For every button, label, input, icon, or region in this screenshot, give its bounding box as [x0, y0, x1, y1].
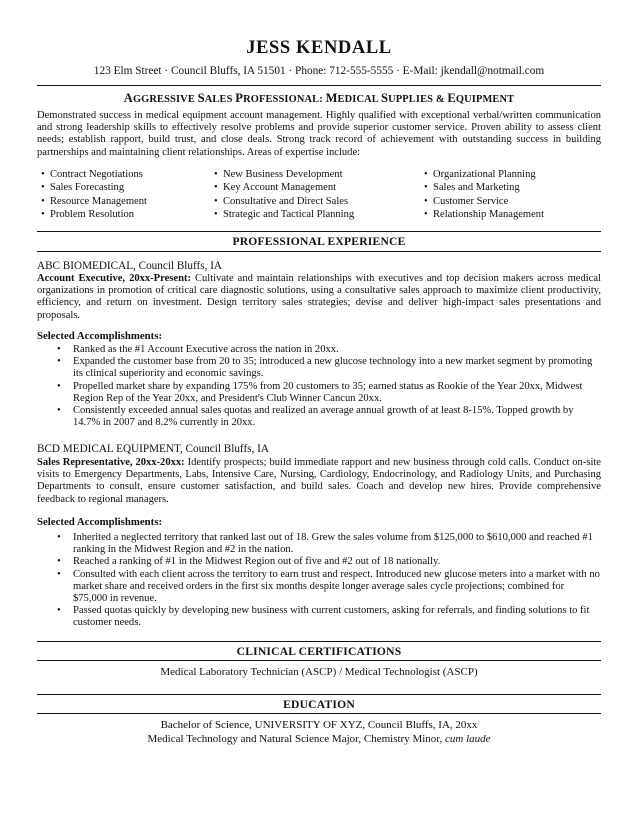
skill-item: • Resource Management — [37, 195, 147, 208]
skill-item: • Strategic and Tactical Planning — [210, 208, 354, 221]
job2-accomplishments-list — [57, 532, 601, 630]
skill-item: • Contract Negotiations — [37, 168, 147, 181]
skill-item: • Consultative and Direct Sales — [210, 195, 354, 208]
list-item: • Consulted with each client across the territory to earn trust and respect. Introduced new glucose meters into a market with no market share and received orders in the first six months despite longer average sales cycle projections; combined for $75,000 in revenue. — [57, 569, 601, 606]
certifications-section-title: CLINICAL CERTIFICATIONS — [236, 645, 402, 658]
headline-text: E — [447, 91, 456, 105]
section-divider — [37, 251, 601, 252]
job2-description-text: Identify prospects; build immediate rapport and new business through cold calls. Conduct on-site visits to Emergency Departments, Labs, Intensive Care, Nursing, Cardiology, Endocrinology, and Radiology Units, and Purchasing Departments to consult, ensure customer satisfaction, and build sales. Coach and develop new hires. Provide comprehensive feedback to regional managers. — [37, 457, 601, 505]
job1-accomplishments-label: Selected Accomplishments: — [37, 330, 163, 342]
section-divider — [37, 713, 601, 714]
headline-text: A — [123, 91, 133, 105]
skill-item: • Key Account Management — [210, 181, 354, 194]
skills-list — [37, 168, 601, 222]
headline-text: EDICAL — [337, 94, 382, 105]
header-divider — [37, 85, 601, 86]
skill-item: • Sales Forecasting — [37, 181, 147, 194]
experience-section-title: PROFESSIONAL EXPERIENCE — [232, 235, 406, 248]
skill-item: • Organizational Planning — [420, 168, 544, 181]
headline-text: UPPLIES & — [388, 94, 448, 105]
education-major — [37, 733, 601, 747]
job1-description — [37, 273, 601, 322]
headline-text: QUIPMENT — [455, 94, 515, 105]
education-major-text: Medical Technology and Natural Science Major, Chemistry Minor, — [147, 733, 445, 745]
skill-item: • Customer Service — [420, 195, 544, 208]
skill-item: • Relationship Management — [420, 208, 544, 221]
skill-item: • Problem Resolution — [37, 208, 147, 221]
education-section-title: EDUCATION — [283, 698, 355, 711]
candidate-name: JESS KENDALL — [246, 38, 392, 58]
section-divider — [37, 660, 601, 661]
certifications-text: Medical Laboratory Technician (ASCP) / Medical Technologist (ASCP) — [160, 666, 478, 678]
job1-description-text: Cultivate and maintain relationships with executives and top decision makers across medical organizations in promotion of critical care diagnostic solutions, using a consultative sales approach to maximize client productivity, efficiency, and return on investment. Design territory sales strategies; devise and deliver high-impact sales presentations and proposals. — [37, 273, 601, 321]
headline — [37, 91, 601, 106]
skill-item: • New Business Development — [210, 168, 354, 181]
headline-text: M — [325, 91, 338, 105]
headline-text: ALES — [204, 94, 236, 105]
list-item: • Expanded the customer base from 20 to 35; introduced a new glucose technology into a new market segment by promoting its clinical superiority and economic savings. — [57, 356, 601, 380]
section-divider — [37, 694, 601, 695]
section-divider — [37, 641, 601, 642]
section-divider — [37, 231, 601, 232]
job1-role: Account Executive, 20xx-Present: — [37, 273, 191, 284]
headline-text: ROFESSIONAL: — [243, 94, 326, 105]
list-item: • Inherited a neglected territory that ranked last out of 18. Grew the sales volume from $125,000 to $610,000 and reached #1 ranking in the Midwest Region and #2 in the nation. — [57, 532, 601, 556]
list-item: • Propelled market share by expanding 175% from 20 customers to 35; earned status as Rookie of the Year 20xx, Midwest Region Rep of the Year 20xx, and President's Club Winner Cancun 20xx. — [57, 381, 601, 405]
skills-column-2 — [210, 168, 354, 222]
headline-text: GGRESSIVE — [132, 94, 198, 105]
headline-text: S — [197, 91, 205, 105]
list-item: • Consistently exceeded annual sales quotas and realized an average annual growth of at least 8-15%. Topped growth by 14.7% in 2007 and 8.2% currently in 20xx. — [57, 405, 601, 429]
job2-accomplishments-label: Selected Accomplishments: — [37, 516, 163, 528]
job1-company: ABC BIOMEDICAL, Council Bluffs, IA — [37, 260, 223, 272]
headline-text: P — [235, 91, 244, 105]
headline-text: S — [381, 91, 389, 105]
education-degree: Bachelor of Science, UNIVERSITY OF XYZ, Council Bluffs, IA, 20xx — [160, 719, 478, 731]
job2-description — [37, 457, 601, 506]
job2-role: Sales Representative, 20xx-20xx: — [37, 457, 185, 468]
job1-accomplishments-list — [57, 344, 601, 429]
list-item: • Reached a ranking of #1 in the Midwest Region out of five and #2 out of 18 nationally. — [57, 556, 601, 568]
skill-item: • Sales and Marketing — [420, 181, 544, 194]
job2-company: BCD MEDICAL EQUIPMENT, Council Bluffs, IA — [37, 443, 269, 455]
skills-column-1 — [37, 168, 147, 222]
contact-line: 123 Elm Street · Council Bluffs, IA 51501 · Phone: 712-555-5555 · E-Mail: jkendall@notmail.com — [93, 65, 545, 77]
skills-column-3 — [420, 168, 544, 222]
list-item: • Ranked as the #1 Account Executive across the nation in 20xx. — [57, 344, 601, 356]
list-item: • Passed quotas quickly by developing new business with current customers, asking for referrals, and finding solutions to fit customer needs. — [57, 605, 601, 629]
education-honor: cum laude — [445, 733, 491, 745]
summary-paragraph: Demonstrated success in medical equipment account management. Highly qualified with exceptional verbal/written communication and strong leadership skills to effectively resolve problems and provide superior customer service. Proven ability to assess client needs; establish rapport, build trust, and close deals. Strong track record of achievement with outstanding success in building partnerships and maintaining client relationships. Areas of expertise include: — [37, 110, 601, 158]
